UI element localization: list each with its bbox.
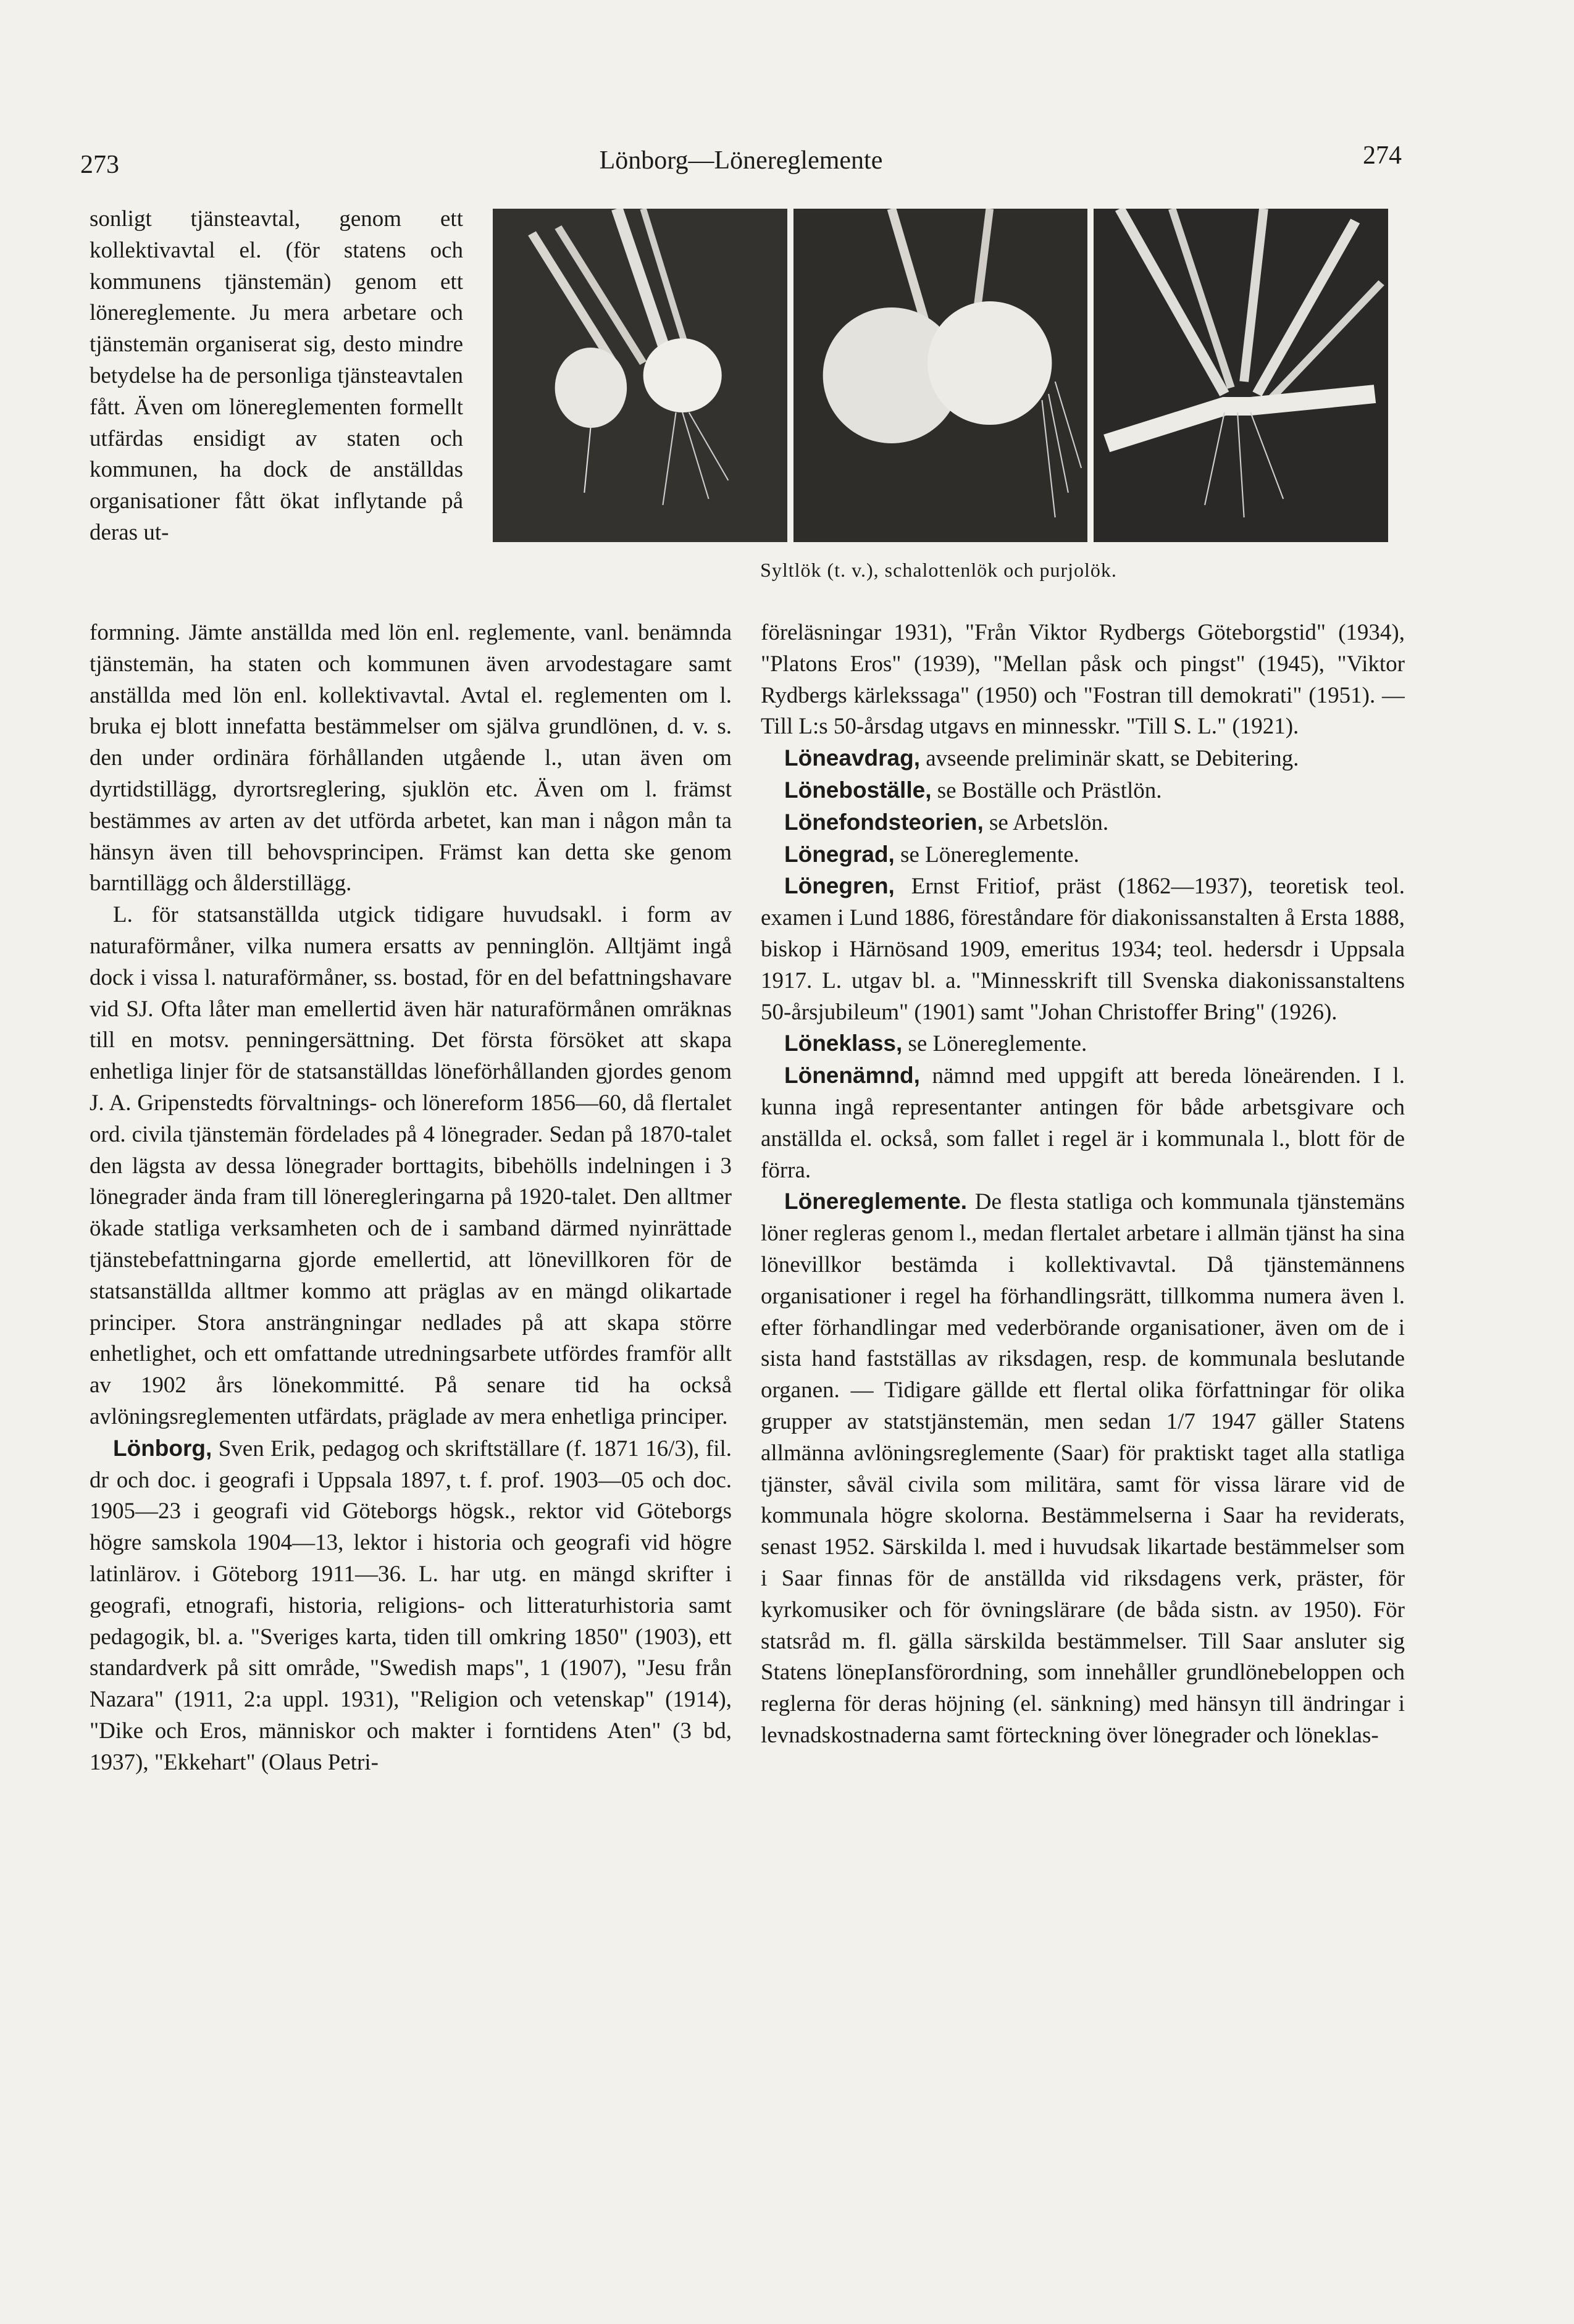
entry-text: se Arbetslön. <box>989 809 1109 835</box>
entry-text: se Lönereglemente. <box>900 842 1079 867</box>
entry-lonebostalle <box>761 775 1405 807</box>
figure-caption: Syltlök (t. v.), schalottenlök och purjolök. <box>760 559 1117 581</box>
entry-lonefondsteorien <box>761 807 1405 839</box>
paragraph-statsanstallda: L. för statsanställda utgick tidigare huvudsakl. i form av naturaförmåner, vilka numera ersatts av penninglön. Alltjämt ingå dock i vissa l. naturaförmåner, ss. bostad, för en del befattningshavare vid SJ. Ofta låter man emellertid även här naturaförmånen omräknas till en motsv. penningersättning. Det första försöket att skapa enhetliga linjer för de statsanställdas löneförhållanden gjordes genom J. A. Gripenstedts förvaltnings- och lönereform 1856—60, då flertalet ord. civila tjänstemän fördelades på 4 lönegrader. Sedan på 1870-talet den lägsta av dessa lönegrader borttagits, bibehölls indelningen i 3 lönegrader ända fram till löneregleringarna på 1920-talet. Den alltmer ökade statliga verksamheten och de i samband därmed nyinrättade tjänstebefattningarna gjorde emellertid, att lönevillkoren för de statsanställda alltmer kommo att präglas av en mängd olikartade principer. Stora ansträngningar nedlades på att skapa större enhetlighet, och ett omfattande utredningsarbete utfördes framför allt av 1902 års lönekommitté. På senare tid ha också avlöningsreglementen utfärdats, präglade av mera enhetliga principer. <box>90 902 732 1429</box>
entry-text: Sven Erik, pedagog och skriftställare (f. 1871 16/3), fil. dr och doc. i geografi i Uppsala 1897, t. f. prof. 1903—05 och doc. 1905—23 i geografi vid Göteborgs högsk., rektor vid Göteborgs högre samskola 1904—13, lektor i historia och geografi vid högre latinlärov. i Göteborg 1911—36. L. har utg. en mängd skrifter i geografi, etnografi, historia, religions- och litteraturhistoria samt pedagogik, bl. a. "Sveriges karta, tiden till omkring 1850" (1903), ett standardverk på sitt område, "Swedish maps", 1 (1907), "Jesu från Nazara" (1911, 2:a uppl. 1931), "Religion och vetenskap" (1914), "Dike och Eros, människor och makter i forntidens Aten" (3 bd, 1937), "Ekkehart" (Olaus Petri- <box>90 1436 732 1775</box>
entry-text: se Boställe och Prästlön. <box>937 777 1162 803</box>
entry-text: se Lönereglemente. <box>908 1031 1087 1057</box>
paragraph-lonborg-cont: föreläsningar 1931), "Från Viktor Rydbergs Göteborgstid" (1934), "Platons Eros" (1939), "Mellan påsk och pingst" (1945), "Viktor Rydbergs kärlekssaga" (1950) och "Fostran till demokrati" (1951). — Till L:s 50-årsdag utgavs en minnesskr. "Till S. L." (1921). <box>761 620 1405 740</box>
running-header <box>80 141 1402 184</box>
entry-text: De flesta statliga och kommunala tjänstemäns löner regleras genom l., medan flertalet arbetare i allmän tjänst ha sina lönevillkor bestämda i kollektivavtal. Då tjänstemännens organisationer i regel ha förhandlingsrätt, tillkomma numera även l. efter förhandlingar med vederbörande organisationer, även om de i sista hand fastställas av riksdagen, resp. de kommunala beslutande organen. — Tidigare gällde ett flertal olika författningar för olika grupper av statstjänstemän, men sedan 1/7 1947 gäller Statens allmänna avlöningsreglemente (Saar) för praktiskt taget alla statliga tjänster, såväl civila som militära, samt för vissa lärare vid de kommunala högre skolorna. Bestämmelserna i Saar ha reviderats, senast 1952. Särskilda l. med i huvudsak likartade bestämmelser som i Saar finnas för de anställda vid riksdagens verk, präster, för kyrkomusiker och för övningslärare (de båda sistn. av 1950). För statsråd m. fl. gälla särskilda bestämmelser. Till Saar ansluter sig Statens lönepIansförordning, som innehåller grundlönebeloppen och reglerna för deras höjning (el. sänkning) med hänsyn till ändringar i levnadskostnaderna samt förteckning över lönegrader och löneklas- <box>761 1189 1405 1748</box>
entry-headword: Lönereglemente. <box>784 1189 968 1214</box>
entry-lonegren <box>761 871 1405 1028</box>
entry-headword: Lönegrad, <box>784 841 895 867</box>
entry-headword: Lönborg, <box>113 1435 212 1461</box>
photo-purjolok <box>1094 209 1388 542</box>
left-column <box>90 617 732 2260</box>
entry-loneavdrag <box>761 743 1405 775</box>
entry-text: nämnd med uppgift att bereda löneärenden. I l. kunna ingå representanter antingen för både arbetsgivare och anställda el. också, som fallet i regel är i kommunala l., blott för de förra. <box>761 1063 1405 1183</box>
running-title: Lönborg—Lönereglemente <box>599 146 883 175</box>
paragraph-intro: sonligt tjänsteavtal, genom ett kollektivavtal el. (för statens och kommunens tjänstemän) genom ett lönereglemente. Ju mera arbetare och tjänstemän organiserat sig, desto mindre betydelse ha de personliga tjänsteavtalen fått. Även om lönereglementen formellt utfärdas ensidigt av staten och kommunen, ha dock de anställdas organisationer fått ökat inflytande på deras ut- <box>90 206 463 545</box>
left-wrap-text <box>90 204 463 620</box>
entry-loneklass <box>761 1028 1405 1060</box>
right-column <box>761 617 1405 2260</box>
entry-headword: Lönefondsteorien, <box>784 809 984 835</box>
page-number-left: 273 <box>80 151 119 179</box>
onion-photos <box>493 209 1388 542</box>
photo-schalottenlok <box>793 209 1088 542</box>
entry-lonegrad <box>761 839 1405 871</box>
photo-syltlok <box>493 209 787 542</box>
entry-headword: Lönegren, <box>784 873 895 899</box>
entry-headword: Löneavdrag, <box>784 745 920 771</box>
entry-headword: Löneboställe, <box>784 777 932 803</box>
entry-headword: Lönenämnd, <box>784 1063 920 1089</box>
paragraph-intro-cont: formning. Jämte anställda med lön enl. reglemente, vanl. benämnda tjänstemän, ha staten och kommunen även arvodestagare samt anställda med lön enl. kollektivavtal. Avtal el. reglementen om l. bruka ej blott innefatta bestämmelser om själva grundlönen, d. v. s. den under ordinära förhållanden utgående l., utan även om dyrtidstillägg, dyrortsreglering, sjuklön etc. Även om l. främst bestämmes av arten av det utförda arbetet, kan man i någon mån ta hänsyn även till behovsprincipen. Främst kan detta ske genom barntillägg och ålderstillägg. <box>90 620 732 897</box>
entry-text: Ernst Fritiof, präst (1862—1937), teoretisk teol. examen i Lund 1886, föreståndare för diakonissanstalten å Ersta 1888, biskop i Härnösand 1909, emeritus 1934; teol. hedersdr i Uppsala 1917. L. utgav bl. a. "Minnesskrift till Svenska diakonissanstaltens 50-årsjubileum" (1901) samt "Johan Christoffer Bring" (1926). <box>761 874 1405 1025</box>
entry-headword: Löneklass, <box>784 1030 903 1056</box>
entry-lonereglemente <box>761 1186 1405 1751</box>
entry-lonborg <box>90 1433 732 1779</box>
entry-text: avseende preliminär skatt, se Debitering. <box>926 746 1299 772</box>
page-number-right: 274 <box>1363 141 1402 170</box>
entry-lonenamnd <box>761 1060 1405 1186</box>
